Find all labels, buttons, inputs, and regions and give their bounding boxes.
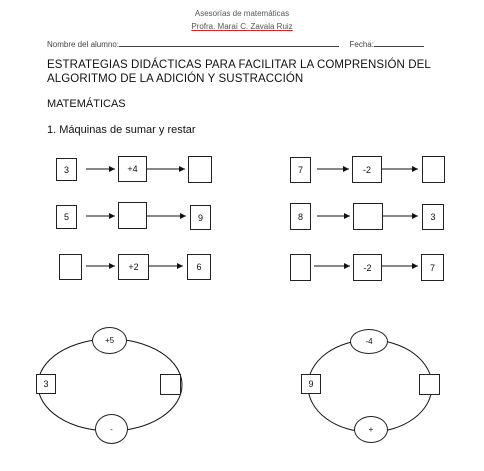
machine-2-operation-box: -2 <box>352 156 382 183</box>
machine-5-output-box: 6 <box>187 254 211 280</box>
machine-2-input-box: 7 <box>290 157 311 183</box>
circle-1-answer-box[interactable] <box>160 374 181 395</box>
machine-5-operation-box: +2 <box>118 254 149 280</box>
machine-1-input-box: 3 <box>56 158 77 181</box>
header-title: Asesorías de matemáticas <box>194 9 290 18</box>
teacher-name: Profra. Maraí C. Zavala Ruiz <box>191 22 293 31</box>
machine-6-input-box[interactable] <box>290 254 311 281</box>
machine-6-output-box: 7 <box>421 254 444 281</box>
machine-4-output-box: 3 <box>422 204 444 230</box>
machine-5-input-box[interactable] <box>59 254 82 280</box>
section-heading: MATEMÁTICAS <box>47 98 126 110</box>
circle-2-start-box: 9 <box>301 374 321 394</box>
machine-1-operation-box: +4 <box>118 156 147 182</box>
machine-3-output-box: 9 <box>190 205 211 230</box>
circle-2-bottom-operation[interactable]: + <box>354 416 388 443</box>
machine-4-input-box: 8 <box>290 203 311 230</box>
machine-1-answer-box[interactable] <box>188 156 212 183</box>
date-label: Fecha: <box>349 40 374 49</box>
machine-4-operation-box[interactable] <box>353 203 383 230</box>
circle-1-top-operation: +5 <box>92 327 127 354</box>
machine-3-input-box: 5 <box>56 205 77 229</box>
machine-6-operation-box: -2 <box>353 254 382 281</box>
machine-3-operation-box[interactable] <box>118 202 147 229</box>
circle-1-bottom-operation[interactable]: - <box>95 414 128 444</box>
circle-2-answer-box[interactable] <box>419 374 440 395</box>
exercise-heading: 1. Máquinas de sumar y restar <box>47 124 196 136</box>
document-title: ESTRATEGIAS DIDÁCTICAS PARA FACILITAR LA COMPRENSIÓN DEL ALGORITMO DE LA ADICIÓN Y SUSTRACCIÓN <box>47 59 431 85</box>
name-label: Nombre del alumno: <box>47 40 120 49</box>
circle-2-top-operation: -4 <box>350 329 388 354</box>
circle-1-start-box: 3 <box>36 374 56 394</box>
machine-2-answer-box[interactable] <box>422 156 445 183</box>
